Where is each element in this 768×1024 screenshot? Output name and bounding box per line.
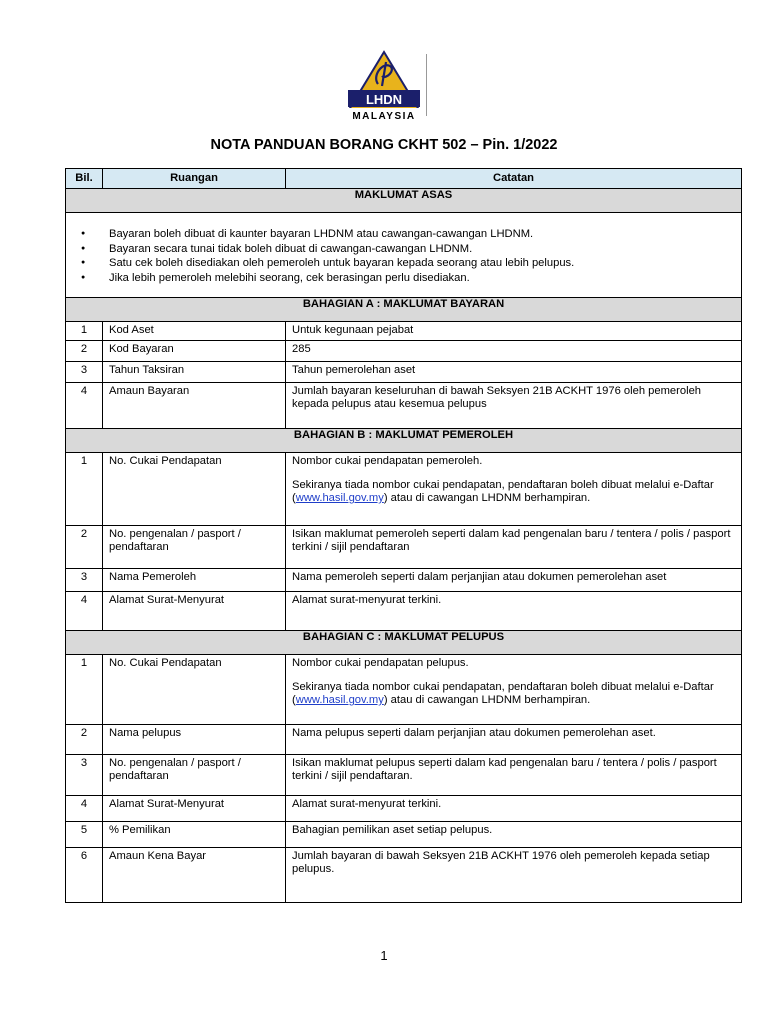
row-bil: 2 [66,725,103,755]
row-bil: 3 [66,755,103,796]
guide-table [65,168,742,903]
catatan-note [292,681,735,707]
row-catatan: Isikan maklumat pelupus seperti dalam kad pengenalan baru / tentera / polis / pasport terkini / sijil pendaftaran. [286,755,742,796]
row-ruangan: No. pengenalan / pasport / pendaftaran [103,526,286,569]
section-title: MAKLUMAT ASAS [66,189,742,213]
row-bil: 3 [66,362,103,383]
bullet-item: ● Bayaran boleh dibuat di kaunter bayaran LHDNM atau cawangan-cawangan LHDNM. [95,227,735,242]
page-title: NOTA PANDUAN BORANG CKHT 502 – Pin. 1/2022 [210,137,558,153]
row-catatan: Bahagian pemilikan aset setiap pelupus. [286,822,742,848]
table-row [66,341,742,362]
table-row [66,822,742,848]
row-ruangan: No. Cukai Pendapatan [103,655,286,725]
header-catatan: Catatan [286,169,742,189]
row-bil: 1 [66,322,103,341]
row-catatan: Isikan maklumat pemeroleh seperti dalam kad pengenalan baru / tentera / polis / pasport terkini / sijil pendaftaran [286,526,742,569]
note-text: ) atau di cawangan LHDNM berhampiran. [383,694,591,706]
row-bil: 4 [66,592,103,631]
bullet-item: ● Satu cek boleh disediakan oleh pemeroleh untuk bayaran kepada seorang atau lebih pelupus. [95,256,735,271]
row-catatan: Alamat surat-menyurat terkini. [286,592,742,631]
row-bil: 6 [66,848,103,903]
table-row [66,322,742,341]
row-bil: 1 [66,655,103,725]
asas-bullets-row [66,213,742,298]
table-row [66,655,742,725]
row-catatan: Untuk kegunaan pejabat [286,322,742,341]
row-ruangan: Nama pelupus [103,725,286,755]
section-title: BAHAGIAN A : MAKLUMAT BAYARAN [66,298,742,322]
page-number: 1 [380,948,388,963]
bullet-item: ● Jika lebih pemeroleh melebihi seorang, cek berasingan perlu disediakan. [95,271,735,286]
note-text: ) atau di cawangan LHDNM berhampiran. [383,492,591,504]
logo-subtext: MALAYSIA [352,111,416,122]
catatan-text: Nombor cukai pendapatan pelupus. [292,657,469,669]
row-catatan: Nama pemeroleh seperti dalam perjanjian atau dokumen pemerolehan aset [286,569,742,592]
table-header-row [66,169,742,189]
table-row [66,725,742,755]
row-ruangan: Kod Aset [103,322,286,341]
row-ruangan: Alamat Surat-Menyurat [103,796,286,822]
header-ruangan: Ruangan [103,169,286,189]
row-bil: 5 [66,822,103,848]
row-ruangan: No. Cukai Pendapatan [103,453,286,526]
note-text: Sekiranya tiada nombor cukai pendapatan, pendaftaran boleh dibuat melalui e-Daftar ( [292,479,714,504]
section-bahagian-c [66,631,742,655]
row-ruangan: Amaun Bayaran [103,383,286,429]
section-maklumat-asas [66,189,742,213]
row-ruangan: Tahun Taksiran [103,362,286,383]
row-catatan [286,655,742,725]
note-text: Sekiranya tiada nombor cukai pendapatan, pendaftaran boleh dibuat melalui e-Daftar ( [292,681,714,706]
logo-text: LHDN [365,92,403,107]
row-ruangan: Nama Pemeroleh [103,569,286,592]
asas-bullet-list [72,227,735,285]
logo-divider [426,54,427,116]
row-catatan: 285 [286,341,742,362]
hasil-link[interactable]: www.hasil.gov.my [295,492,384,504]
row-catatan: Nama pelupus seperti dalam perjanjian atau dokumen pemerolehan aset. [286,725,742,755]
header-bil: Bil. [66,169,103,189]
row-bil: 4 [66,796,103,822]
table-row [66,796,742,822]
bullet-item: ● Bayaran secara tunai tidak boleh dibuat di cawangan-cawangan LHDNM. [95,242,735,257]
row-catatan: Jumlah bayaran di bawah Seksyen 21B ACKHT 1976 oleh pemeroleh kepada setiap pelupus. [286,848,742,903]
row-bil: 3 [66,569,103,592]
row-ruangan: Alamat Surat-Menyurat [103,592,286,631]
table-row [66,383,742,429]
table-row [66,592,742,631]
catatan-note [292,479,735,505]
table-row [66,755,742,796]
row-ruangan: Amaun Kena Bayar [103,848,286,903]
catatan-text: Nombor cukai pendapatan pemeroleh. [292,455,483,467]
table-row [66,526,742,569]
row-catatan [286,453,742,526]
row-catatan: Jumlah bayaran keseluruhan di bawah Seksyen 21B ACKHT 1976 oleh pemeroleh kepada pelupus atau kesemua pelupus [286,383,742,429]
section-title: BAHAGIAN C : MAKLUMAT PELUPUS [66,631,742,655]
row-ruangan: % Pemilikan [103,822,286,848]
row-bil: 1 [66,453,103,526]
row-bil: 2 [66,526,103,569]
table-row [66,848,742,903]
row-catatan: Tahun pemerolehan aset [286,362,742,383]
row-ruangan: No. pengenalan / pasport / pendaftaran [103,755,286,796]
section-bahagian-b [66,429,742,453]
row-bil: 2 [66,341,103,362]
table-row [66,569,742,592]
section-title: BAHAGIAN B : MAKLUMAT PEMEROLEH [66,429,742,453]
row-catatan: Alamat surat-menyurat terkini. [286,796,742,822]
table-row [66,362,742,383]
table-row [66,453,742,526]
section-bahagian-a [66,298,742,322]
lhdn-logo-icon [342,50,426,122]
row-ruangan: Kod Bayaran [103,341,286,362]
row-bil: 4 [66,383,103,429]
hasil-link[interactable]: www.hasil.gov.my [295,694,384,706]
